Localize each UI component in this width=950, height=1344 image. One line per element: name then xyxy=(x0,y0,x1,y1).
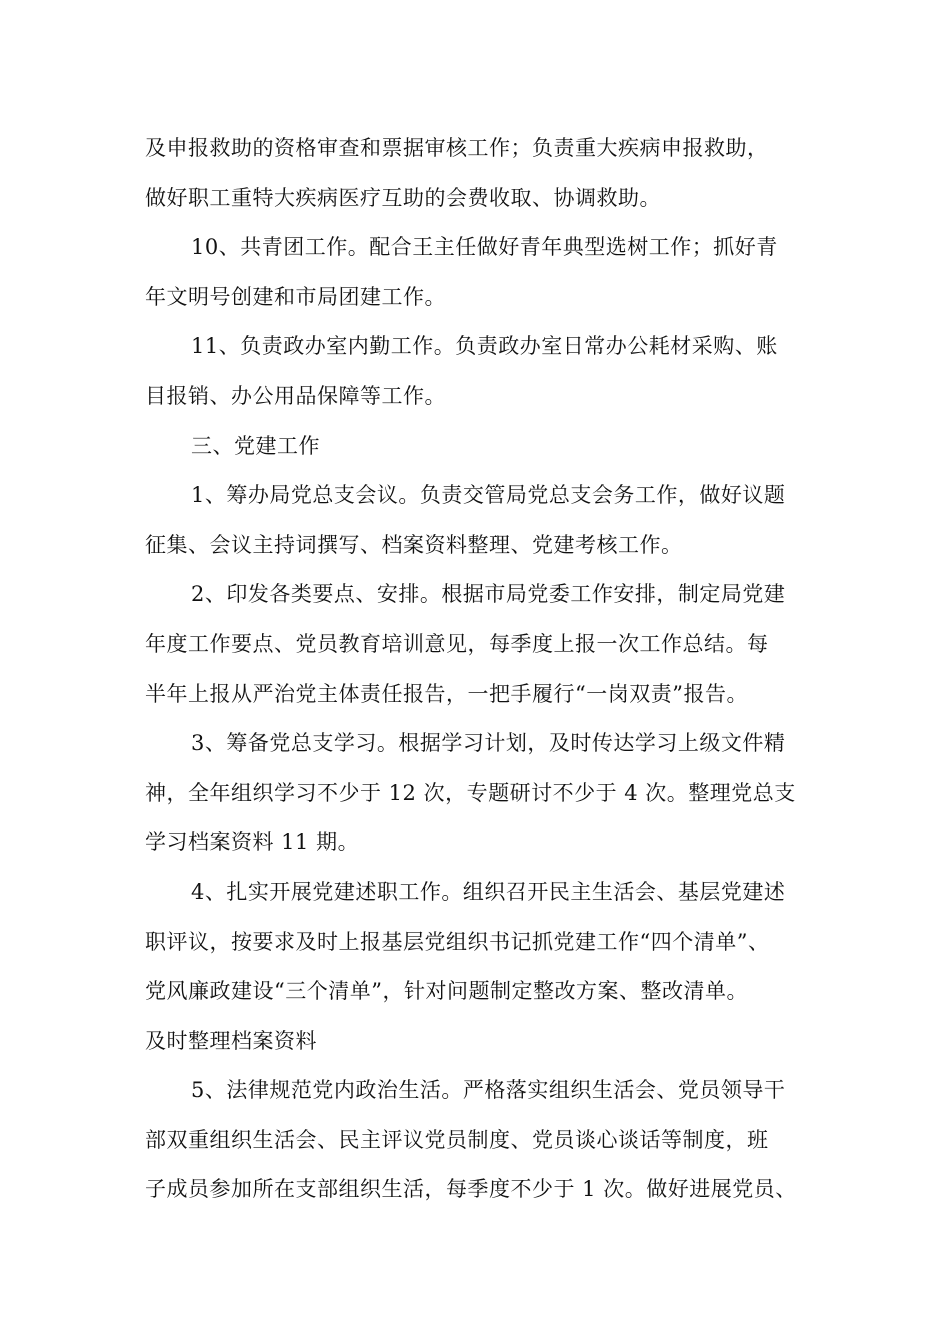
text-line: 半年上报从严治党主体责任报告，一把手履行“一岗双责”报告。 xyxy=(145,681,748,706)
text-line: 2、印发各类要点、安排。根据市局党委工作安排，制定局党建 xyxy=(191,582,786,607)
text-line: 学习档案资料 11 期。 xyxy=(145,830,360,855)
text-line: 目报销、办公用品保障等工作。 xyxy=(145,383,446,408)
text-line: 做好职工重特大疾病医疗互助的会费收取、协调救助。 xyxy=(145,185,661,210)
document-body xyxy=(145,124,835,1215)
text-line: 及时整理档案资料 xyxy=(145,1028,317,1053)
text-line: 4、扎实开展党建述职工作。组织召开民主生活会、基层党建述 xyxy=(191,879,786,904)
text-line: 5、法律规范党内政治生活。严格落实组织生活会、党员领导干 xyxy=(191,1078,786,1103)
text-line: 党风廉政建设“三个清单”，针对问题制定整改方案、整改清单。 xyxy=(145,979,748,1004)
text-line: 10、共青团工作。配合王主任做好青年典型选树工作；抓好青 xyxy=(191,235,778,260)
text-line: 1、筹办局党总支会议。负责交管局党总支会务工作，做好议题 xyxy=(191,483,786,508)
section-heading: 三、党建工作 xyxy=(191,433,320,458)
text-line: 及申报救助的资格审查和票据审核工作；负责重大疾病申报救助， xyxy=(145,136,769,160)
text-line: 3、筹备党总支学习。根据学习计划，及时传达学习上级文件精 xyxy=(191,731,786,756)
text-line: 职评议，按要求及时上报基层党组织书记抓党建工作“四个清单”、 xyxy=(145,929,770,954)
text-line: 神，全年组织学习不少于 12 次，专题研讨不少于 4 次。整理党总支 xyxy=(145,780,796,805)
text-line: 11、负责政办室内勤工作。负责政办室日常办公耗材采购、账 xyxy=(191,334,778,359)
text-line: 子成员参加所在支部组织生活，每季度不少于 1 次。做好进展党员、 xyxy=(145,1177,797,1202)
text-line: 年度工作要点、党员教育培训意见，每季度上报一次工作总结。每 xyxy=(145,631,769,656)
text-line: 年文明号创建和市局团建工作。 xyxy=(145,284,446,309)
text-line: 部双重组织生活会、民主评议党员制度、党员谈心谈话等制度，班 xyxy=(145,1127,769,1152)
text-line: 征集、会议主持词撰写、档案资料整理、党建考核工作。 xyxy=(145,532,683,557)
